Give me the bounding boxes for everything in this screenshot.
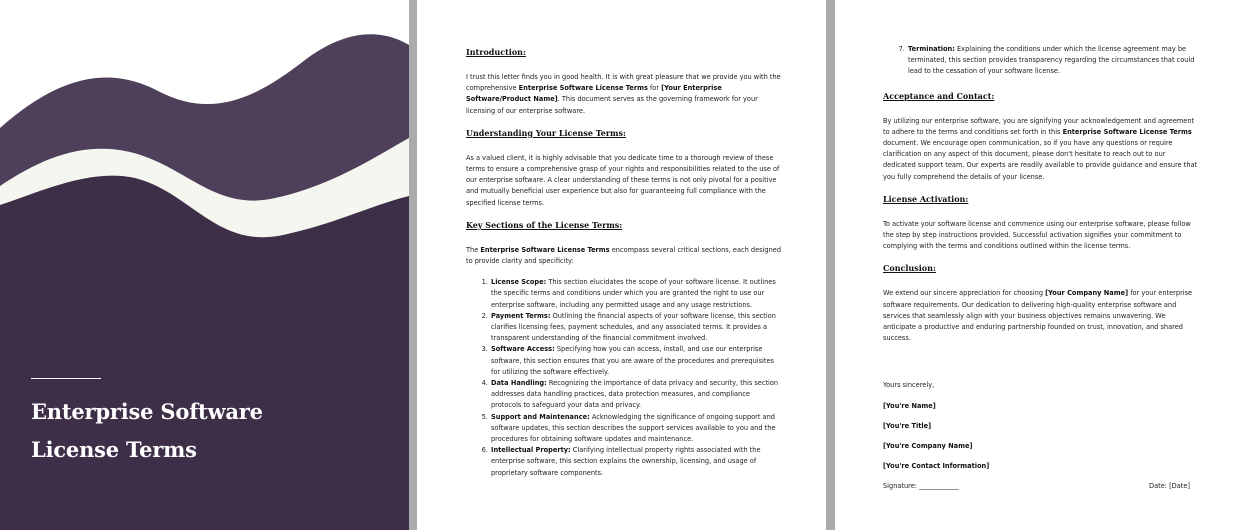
sender-name: [You're Name] (883, 401, 936, 410)
text: The (466, 245, 481, 254)
item-label: Data Handling: (491, 379, 547, 388)
list-item (490, 344, 781, 378)
item-text: Recognizing the importance of data privacy and security, this section addresses data handling practices, data protection measures, and compliance protocols to safeguard your data and privacy. (491, 379, 779, 410)
acceptance-paragraph (883, 116, 1198, 183)
cover-title (31, 393, 391, 469)
list-item (490, 445, 781, 479)
activation-heading: License Activation: (883, 193, 969, 204)
item-text: Acknowledging the significance of ongoing support and software updates, this section describes the support services available to you and the procedures for obtaining software updates and maintenance. (491, 412, 776, 444)
sender-company: [You're Company Name] (883, 442, 973, 451)
list-item (490, 378, 781, 412)
product-placeholder: [Your Enterprise Software/Product Name] (466, 84, 722, 104)
intro-paragraph (466, 72, 781, 117)
closing: Yours sincerely, (883, 381, 935, 390)
list-item (490, 412, 781, 446)
letter-page-2 (835, 0, 1244, 530)
page-body (466, 46, 781, 479)
item-label: Intellectual Property: (491, 446, 571, 455)
item-label: Software Access: (491, 345, 555, 354)
cover-wave-graphic (0, 0, 409, 330)
conclusion-heading: Conclusion: (883, 263, 936, 274)
list-item (490, 277, 781, 311)
date-field: Date: [Date] (1149, 482, 1190, 491)
item-text: This section elucidates the scope of your software license. It outlines the specific terms and conditions under which you are granted the right to use our enterprise software, including any permitted usage and any usage restrictions. (491, 278, 776, 309)
acceptance-heading: Acceptance and Contact: (883, 90, 995, 101)
item-text: Outlining the financial aspects of your software license, this section clarifies licensing fees, payment schedules, and any associated terms. It provides a transparent understanding of the financial commitment involved. (491, 311, 776, 343)
sender-contact: [You're Contact Information] (883, 462, 990, 471)
doc-name: Enterprise Software License Terms (1062, 127, 1192, 136)
page-body (883, 44, 1198, 493)
item-text: Explaining the conditions under which the license agreement may be terminated, this section provides transparency regarding the circumstances that could lead to the cessation of your software license. (908, 45, 1195, 76)
signature-field: Signature: ____________ (883, 482, 959, 491)
cover-title-line2: License Terms (31, 437, 197, 462)
text: document. We encourage open communication, so if you have any questions or require clarification on any aspect of this document, please don't hesitate to reach out to our dedicated support team. Our experts are readily available to provide guidance and ensure that you fully comprehend the details of your license. (883, 139, 1198, 181)
text: . This document serves as the governing framework for your licensing of our enterprise software. (466, 95, 758, 115)
conclusion-paragraph (883, 288, 1198, 344)
intro-heading: Introduction: (466, 47, 526, 57)
item-label: Support and Maintenance: (491, 412, 590, 421)
spacer (883, 354, 1198, 380)
company-placeholder: [Your Company Name] (1045, 289, 1129, 298)
text: for (647, 84, 662, 93)
cover-title-line1: Enterprise Software (31, 399, 263, 424)
item-label: License Scope: (491, 278, 547, 287)
item-label: Termination: (908, 45, 955, 53)
list-item (907, 44, 1198, 78)
item-text: Clarifying intellectual property rights associated with the enterprise software, this section explains the ownership, licensing, and usage of proprietary software components. (491, 446, 761, 477)
doc-name: Enterprise Software License Terms (518, 84, 648, 93)
understanding-heading: Understanding Your License Terms: (466, 127, 626, 138)
cover-page (0, 0, 409, 530)
key-sections-list-continued (883, 44, 1198, 78)
letter-page-1 (417, 0, 826, 530)
doc-name: Enterprise Software License Terms (480, 245, 610, 254)
understanding-paragraph: As a valued client, it is highly advisable that you dedicate time to a thorough review of these terms to ensure a comprehensive grasp of your rights and responsibilities related to the use of our enterprise software. A clear understanding of these terms is not only pivotal for a positive and mutually beneficial user experience but also for guaranteeing full compliance with the specified license terms. (466, 153, 780, 207)
cover-divider (31, 378, 101, 379)
key-sections-list (466, 277, 781, 479)
list-item (490, 311, 781, 345)
item-text: Specifying how you can access, install, and use our enterprise software, this section ensures that you are aware of the procedures and prerequisites for utilizing the software effectively. (491, 345, 774, 376)
signature-row (883, 481, 1198, 493)
item-label: Payment Terms: (491, 311, 551, 320)
activation-paragraph: To activate your software license and commence using our enterprise software, please follow the step by step instructions provided. Successful activation signifies your commitment to complying with the terms and conditions outlined within the license terms. (883, 219, 1191, 251)
text: for your enterprise software requirements. Our dedication to delivering high-quality enterprise software and services that seamlessly align with your business objectives remains unwavering. We anticipate a productive and enduring partnership founded on trust, innovation, and shared success. (883, 289, 1193, 343)
text: We extend our sincere appreciation for choosing (883, 289, 1046, 298)
key-sections-paragraph (466, 245, 781, 267)
text: encompass several critical sections, each designed to provide clarity and specificity: (466, 245, 782, 266)
text: By utilizing our enterprise software, you are signifying your acknowledgement and agreement to adhere to the terms and conditions set forth in this (883, 116, 1195, 136)
sender-title: [You're Title] (883, 421, 932, 430)
key-sections-heading: Key Sections of the License Terms: (466, 219, 623, 230)
text: I trust this letter finds you in good health. It is with great pleasure that we provide you with the comprehensive (466, 73, 781, 93)
